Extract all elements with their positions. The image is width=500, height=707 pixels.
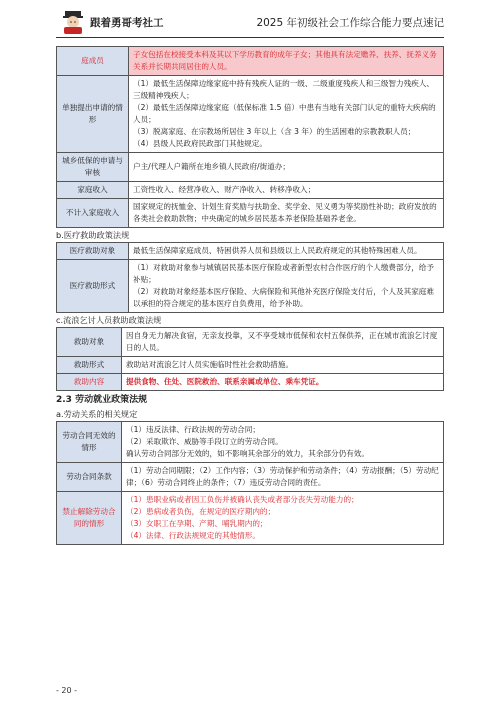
text-line: （2）对救助对象经基本医疗保险、大病保险和其他补充医疗保险支付后，个人及其家庭难以承担的符合规定的基本医疗自负费用，给予补助。 (133, 287, 434, 308)
document-title: 2025 年初级社会工作综合能力要点速记 (256, 17, 444, 29)
table-row (57, 357, 444, 374)
row-value: 救助站对流浪乞讨人员实施临时性社会救助措施。 (122, 357, 444, 374)
row-label: 救助对象 (57, 328, 122, 357)
table-row (57, 328, 444, 357)
row-label: 劳动合同无效的情形 (57, 422, 122, 463)
row-value: 工资性收入、经营净收入、财产净收入、转移净收入； (129, 182, 444, 199)
row-label: 单独提出申请的情形 (57, 76, 129, 153)
labor-relations-table (56, 421, 444, 545)
row-value: 最低生活保障家庭成员、特困供养人员和县级以上人民政府规定的其他特殊困难人员。 (129, 243, 444, 260)
table-row (57, 422, 444, 463)
text-line: （2）最低生活保障边缘家庭（低保标准 1.5 倍）中患有当地有关部门认定的重特大疾病的人员； (133, 103, 436, 124)
row-value: （1）劳动合同期限；（2）工作内容；（3）劳动保护和劳动条件；（4）劳动报酬；（5）劳动纪律；（6）劳动合同终止的条件；（7）违反劳动合同的责任。 (122, 463, 444, 492)
row-label: 禁止解除劳动合同的情形 (57, 492, 122, 545)
avatar-icon (60, 8, 86, 34)
row-label: 医疗救助对象 (57, 243, 129, 260)
row-label: 救助形式 (57, 357, 122, 374)
row-value (129, 260, 444, 313)
text-line: （1）患职业病或者因工负伤并被确认丧失或者部分丧失劳动能力的； (126, 495, 359, 504)
page-number: - 20 - (56, 686, 78, 695)
table-row (57, 260, 444, 313)
page-content (56, 46, 444, 545)
row-value: 子女包括在校接受本科及其以下学历教育的成年子女；其他具有法定赡养、扶养、抚养义务关系并长期共同居住的人员。 (129, 47, 444, 76)
row-value: 因自身无力解决食宿，无亲友投靠，又不享受城市低保和农村五保供养，正在城市流浪乞讨度日的人员。 (122, 328, 444, 357)
text-line: （1）最低生活保障边缘家庭中持有残疾人证的一级、二级重度残疾人和三级智力残疾人、三级精神残疾人； (133, 79, 434, 100)
text-line: （1）对救助对象参与城镇居民基本医疗保险或者新型农村合作医疗的个人缴费部分，给予补贴； (133, 263, 434, 284)
row-value: 国家规定的抚恤金、计划生育奖励与扶助金、奖学金、见义勇为等奖励性补助；政府发放的各类社会救助款物；中央确定的城乡居民基本养老保险基础养老金。 (129, 199, 444, 228)
text-line: （2）患病或者负伤，在规定的医疗期内的； (126, 507, 276, 516)
text-line: （4）法律、行政法规规定的其他情形。 (126, 531, 260, 540)
header-divider (56, 37, 444, 38)
table-row (57, 374, 444, 391)
subsistence-table (56, 46, 444, 228)
vagrant-aid-table (56, 327, 444, 391)
table-row (57, 463, 444, 492)
text-line: （2）采取欺诈、威胁等手段订立的劳动合同。 (126, 437, 283, 446)
text-line: （1）违反法律、行政法规的劳动合同； (126, 425, 260, 434)
row-value (122, 492, 444, 545)
row-label: 城乡低保的申请与审核 (57, 153, 129, 182)
table-row (57, 76, 444, 153)
section-heading: c.流浪乞讨人员救助政策法规 (56, 315, 162, 325)
row-value: 提供食物、住处、医院救治、联系亲属或单位、乘车凭证。 (122, 374, 444, 391)
text-line: （3）脱离家庭、在宗教场所居住 3 年以上（含 3 年）的生活困难的宗教教职人员； (133, 127, 416, 136)
section-heading: b.医疗救助政策法规 (56, 230, 130, 240)
table-row (57, 182, 444, 199)
table-row (57, 47, 444, 76)
medical-aid-table (56, 242, 444, 313)
row-value: 户主/代理人户籍所在地乡镇人民政府/街道办； (129, 153, 444, 182)
row-label: 家庭收入 (57, 182, 129, 199)
row-label: 劳动合同条款 (57, 463, 122, 492)
table-row (57, 199, 444, 228)
table-row (57, 153, 444, 182)
table-row (57, 492, 444, 545)
row-value (122, 422, 444, 463)
text-line: 确认劳动合同部分无效的，如不影响其余部分的效力，其余部分仍有效。 (126, 449, 369, 458)
table-row (57, 243, 444, 260)
page-header (0, 0, 500, 46)
row-label: 医疗救助形式 (57, 260, 129, 313)
row-label: 不计入家庭收入 (57, 199, 129, 228)
chapter-heading: 2.3 劳动就业政策法规 (56, 395, 148, 405)
text-line: （4）县级人民政府民政部门其他规定。 (133, 139, 267, 148)
row-label: 庭成员 (57, 47, 129, 76)
section-heading: a.劳动关系的相关规定 (56, 409, 138, 419)
brand-name: 跟着勇哥考社工 (90, 17, 164, 29)
row-label: 救助内容 (57, 374, 122, 391)
text-line: （3）女职工在孕期、产期、哺乳期内的； (126, 519, 268, 528)
row-value (129, 76, 444, 153)
